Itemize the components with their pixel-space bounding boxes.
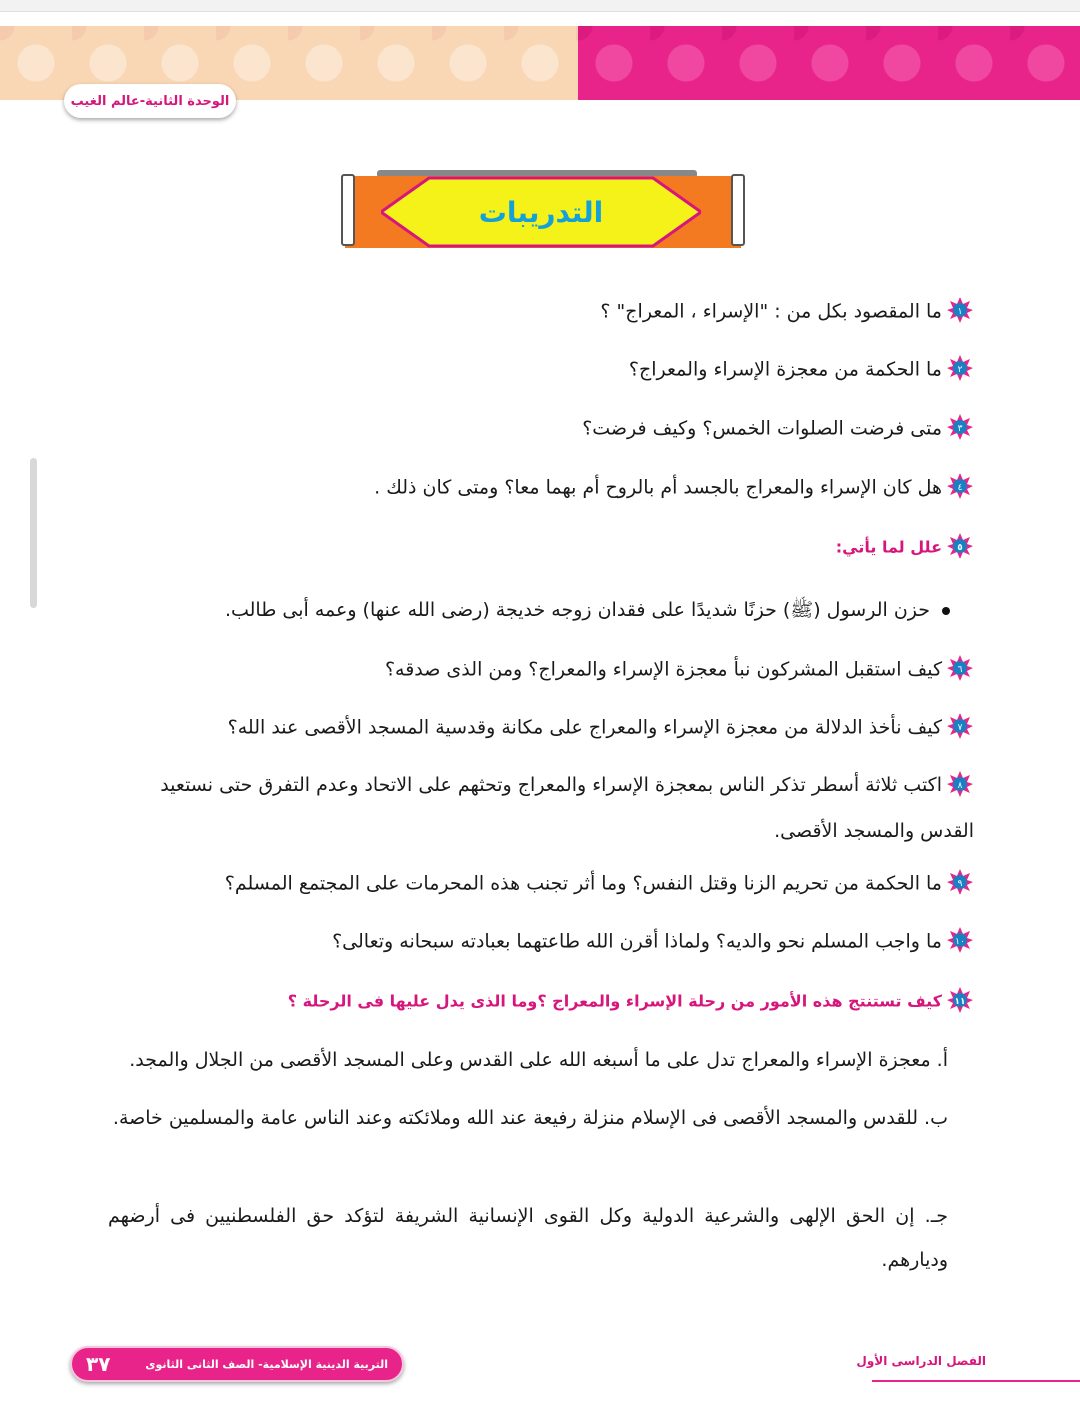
badge-number: ٨ xyxy=(957,780,963,791)
unit-label: الوحدة الثانية-عالم الغيب xyxy=(64,84,236,118)
bullet-text: حزن الرسول (ﷺ) حزنًا شديدًا على فقدان زوجه خديجة (رضى الله عنها) وعمه أبى طالب. xyxy=(224,599,930,621)
question-text: اكتب ثلاثة أسطر تذكر الناس بمعجزة الإسراء والمعراج وتحثهم على الاتحاد وعدم التفرق حتى نستعيد القدس والمسجد الأقصى. xyxy=(160,774,974,842)
question-text: كيف استقبل المشركون نبأ معجزة الإسراء والمعراج؟ ومن الذى صدقه؟ xyxy=(384,658,942,681)
badge-number: ١ xyxy=(957,307,963,317)
question-8 xyxy=(108,762,974,854)
footer-book-title: التربية الدينية الإسلامية- الصف الثانى الثانوى xyxy=(145,1357,388,1371)
question-text: ما المقصود بكل من : "الإسراء ، المعراج" ؟ xyxy=(600,300,942,323)
question-text: ما الحكمة من تحريم الزنا وقتل النفس؟ وما أثر تجنب هذه المحرمات على المجتمع المسلم؟ xyxy=(224,872,942,895)
number-badge-icon xyxy=(946,770,974,798)
question-text: ما الحكمة من معجزة الإسراء والمعراج؟ xyxy=(628,358,942,381)
question-9 xyxy=(225,870,974,898)
footer-divider xyxy=(872,1380,1080,1382)
question-text: ما واجب المسلم نحو والديه؟ ولماذا أقرن الله طاعتهما بعبادته سبحانه وتعالى؟ xyxy=(332,930,942,953)
bullet-item xyxy=(225,598,950,626)
scroll-end-left xyxy=(341,174,355,246)
number-badge-icon xyxy=(946,654,974,682)
question-6 xyxy=(385,656,974,684)
page-number: ٣٧ xyxy=(86,1352,111,1376)
number-badge-icon xyxy=(946,354,974,382)
number-badge-icon xyxy=(946,712,974,740)
answer-item-a: أ. معجزة الإسراء والمعراج تدل على ما أسبغه الله على القدس وعلى المسجد الأقصى من الجلال والمجد. xyxy=(129,1049,948,1071)
question-text: كيف نأخذ الدلالة من معجزة الإسراء والمعراج على مكانة وقدسية المسجد الأقصى عند الله؟ xyxy=(227,716,942,739)
question-1 xyxy=(600,298,974,326)
number-badge-icon xyxy=(946,986,974,1014)
badge-number: ٣ xyxy=(957,424,963,434)
top-bar xyxy=(0,0,1080,12)
badge-number: ١١ xyxy=(954,997,966,1007)
badge-number: ٦ xyxy=(957,665,963,675)
badge-number: ٥ xyxy=(957,543,963,553)
question-text: هل كان الإسراء والمعراج بالجسد أم بالروح أم بهما معا؟ ومتى كان ذلك . xyxy=(374,476,942,499)
footer-term: الفصل الدراسى الأول xyxy=(856,1354,986,1368)
badge-number: ٧ xyxy=(957,723,963,733)
number-badge-icon xyxy=(946,532,974,560)
question-4 xyxy=(374,474,974,502)
scroll-end-right xyxy=(731,174,745,246)
question-3 xyxy=(582,415,974,443)
number-badge-icon xyxy=(946,926,974,954)
question-text: كيف تستنتج هذه الأمور من رحلة الإسراء والمعراج ؟وما الذى يدل عليها فى الرحلة ؟ xyxy=(287,991,942,1011)
bullet-icon xyxy=(942,607,950,615)
badge-number: ٩ xyxy=(957,879,963,889)
question-2 xyxy=(629,356,974,384)
banner-pattern-pink xyxy=(578,26,1080,100)
scrollbar[interactable] xyxy=(30,458,37,608)
badge-number: ١٠ xyxy=(955,937,965,947)
badge-number: ٤ xyxy=(957,483,963,493)
answer-item-c: جـ. إن الحق الإلهى والشرعية الدولية وكل القوى الإنسانية الشريفة لتؤكد حق الفلسطنيين فى أرضهم وديارهم. xyxy=(108,1205,948,1271)
question-7 xyxy=(228,714,974,742)
answer-item-b: ب. للقدس والمسجد الأقصى فى الإسلام منزلة رفيعة عند الله وملائكته وعند الناس عامة والمسلمين خاصة. xyxy=(112,1107,948,1129)
number-badge-icon xyxy=(946,868,974,896)
page-title: التدريبات xyxy=(478,195,604,229)
footer-book-pill xyxy=(70,1346,404,1382)
question-text: متى فرضت الصلوات الخمس؟ وكيف فرضت؟ xyxy=(582,417,942,440)
number-badge-icon xyxy=(946,296,974,324)
question-10 xyxy=(332,928,974,956)
badge-number: ٢ xyxy=(957,365,963,375)
question-11 xyxy=(288,988,974,1016)
question-5 xyxy=(836,534,974,562)
number-badge-icon xyxy=(946,472,974,500)
question-text: علل لما يأتي: xyxy=(835,537,942,557)
number-badge-icon xyxy=(946,413,974,441)
section-title-banner xyxy=(341,170,751,248)
